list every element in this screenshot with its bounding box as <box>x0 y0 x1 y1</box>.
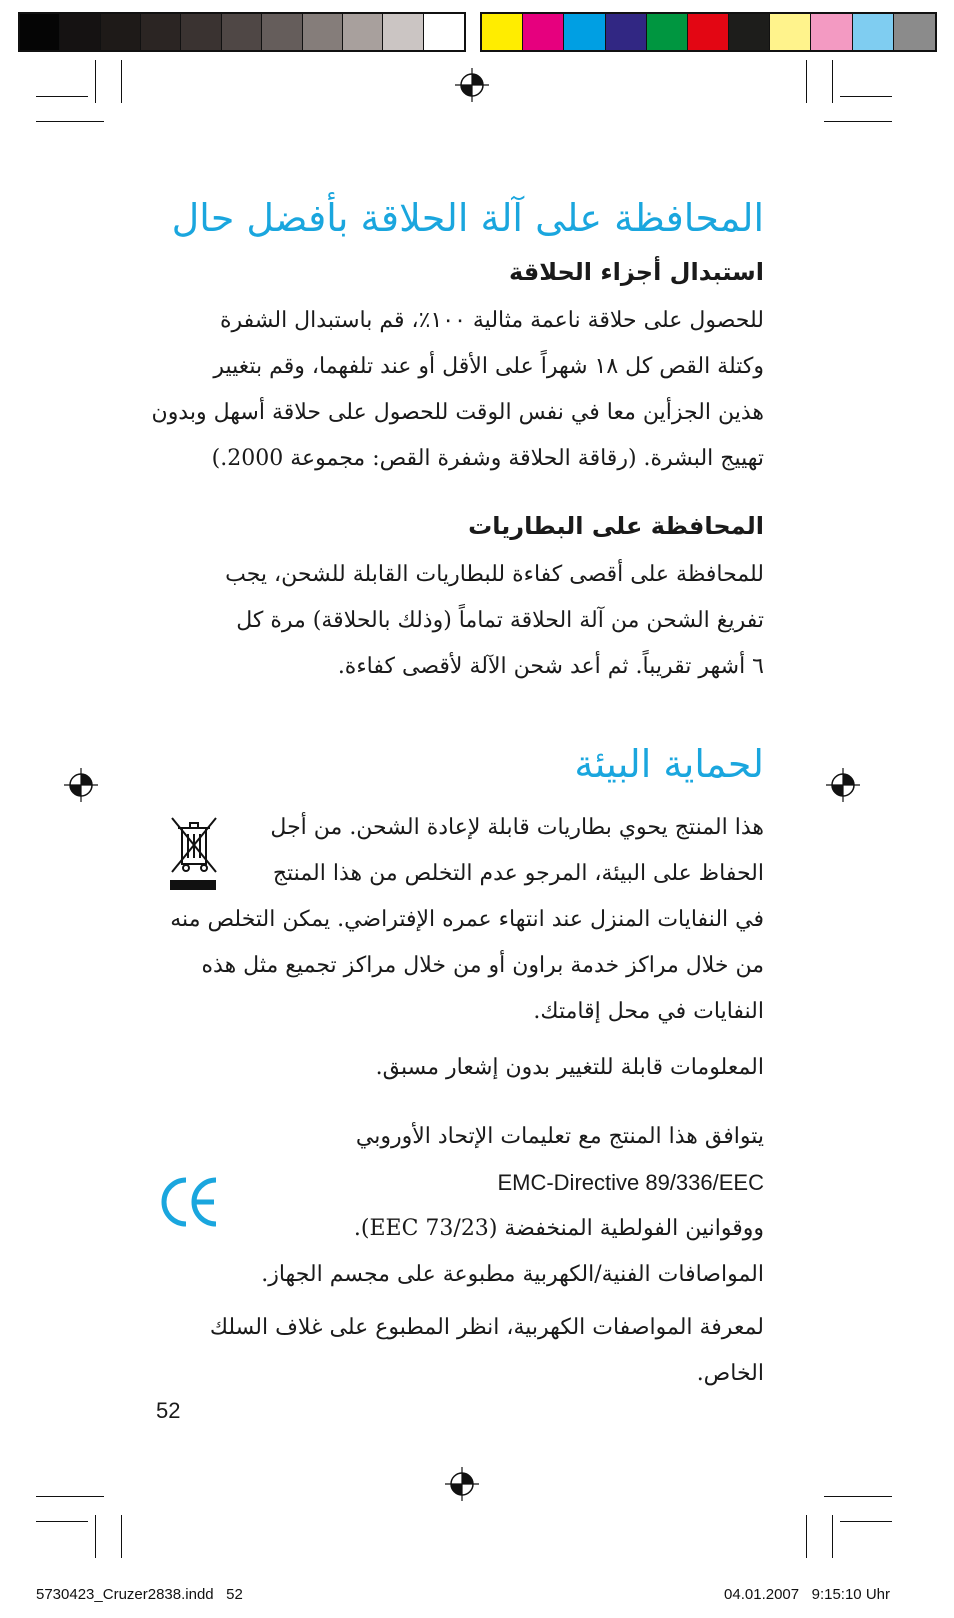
crop-mark <box>95 1515 96 1558</box>
footer-file-info: 5730423_Cruzer2838.indd 52 <box>36 1586 243 1603</box>
gray-swatch-3 <box>141 14 181 50</box>
compliance-line: المواصافات الفنية/الكهربية مطبوعة على مجسم الجهاز. <box>261 1262 764 1287</box>
compliance-directive: EMC-Directive 89/336/EEC <box>497 1170 764 1195</box>
subheading-battery-care: المحافظة على البطاريات <box>468 512 764 540</box>
gray-swatch-9 <box>383 14 423 50</box>
color-swatch-3 <box>606 14 647 50</box>
compliance-line: يتوافق هذا المنتج مع تعليمات الإتحاد الأوروبي <box>355 1124 764 1149</box>
crop-mark <box>121 60 122 103</box>
crop-mark <box>824 121 892 122</box>
text-line: تفريغ الشحن من آلة الحلاقة تماماً (وذلك بالحلاقة) مرة كل <box>236 608 764 633</box>
registration-mark-icon <box>445 1467 479 1501</box>
crop-mark <box>36 96 88 97</box>
notice-subject-to-change: المعلومات قابلة للتغيير بدون إشعار مسبق. <box>375 1055 764 1080</box>
gray-swatch-2 <box>101 14 141 50</box>
crop-mark <box>840 96 892 97</box>
color-swatch-6 <box>729 14 770 50</box>
crop-mark <box>36 121 104 122</box>
color-swatch-0 <box>482 14 523 50</box>
color-swatch-1 <box>523 14 564 50</box>
crop-mark <box>36 1521 88 1522</box>
grayscale-control-bar <box>18 12 466 52</box>
paragraph-environment <box>164 805 764 1035</box>
section-title-environment: لحماية البيئة <box>574 742 764 786</box>
crop-mark <box>840 1521 892 1522</box>
text-line: هذين الجزأين معا في نفس الوقت للحصول على حلاقة أسهل وبدون <box>151 400 764 425</box>
gray-swatch-10 <box>424 14 464 50</box>
color-swatch-7 <box>770 14 811 50</box>
text-line: ٦ أشهر تقريباً. ثم أعد شحن الآلة لأقصى كفاءة. <box>337 654 764 679</box>
crop-mark <box>806 1515 807 1558</box>
text-line: في النفايات المنزل عند انتهاء عمره الإفتراضي. يمكن التخلص منه <box>170 907 764 932</box>
paragraph-battery-care <box>144 552 764 690</box>
footer-timestamp: 04.01.2007 9:15:10 Uhr <box>724 1586 890 1603</box>
gray-swatch-7 <box>303 14 343 50</box>
text-line: هذا المنتج يحوي بطاريات قابلة لإعادة الشحن. من أجل <box>270 815 764 840</box>
color-swatch-9 <box>853 14 894 50</box>
crop-mark <box>95 60 96 103</box>
text-line: تهييج البشرة. (رقاقة الحلاقة وشفرة القص: مجموعة 2000.) <box>211 446 764 471</box>
text-line: للحصول على حلاقة ناعمة مثالية ١٠٠٪، قم باستبدال الشفرة <box>219 308 764 333</box>
registration-mark-icon <box>826 768 860 802</box>
text-line: النفايات في محل إقامتك. <box>533 999 764 1024</box>
page-number: 52 <box>156 1398 181 1423</box>
electrical-specs-note: لمعرفة المواصفات الكهربية، انظر المطبوع على غلاف السلك الخاص. <box>209 1315 764 1386</box>
crop-mark <box>36 1496 104 1497</box>
gray-swatch-1 <box>60 14 100 50</box>
text-line: للمحافظة على أقصى كفاءة للبطاريات القابلة للشحن، يجب <box>225 562 764 587</box>
crop-mark <box>824 1496 892 1497</box>
crop-mark <box>806 60 807 103</box>
registration-mark-icon <box>455 68 489 102</box>
text-line: وكتلة القص كل ١٨ شهراً على الأقل أو عند تلفهما، وقم بتغيير <box>213 354 764 379</box>
subheading-replacing-parts: استبدال أجزاء الحلاقة <box>508 258 764 286</box>
paragraph-replacing-parts <box>144 298 764 482</box>
color-swatch-10 <box>894 14 935 50</box>
gray-swatch-4 <box>181 14 221 50</box>
gray-swatch-6 <box>262 14 302 50</box>
crop-mark <box>832 1515 833 1558</box>
gray-swatch-5 <box>222 14 262 50</box>
compliance-line: ووقوانين الفولطية المنخفضة (73/23 EEC). <box>353 1216 764 1241</box>
section-title-shaver-care: المحافظة على آلة الحلاقة بأفضل حال <box>171 196 764 240</box>
text-line: من خلال مراكز خدمة براون أو من خلال مراكز تجميع مثل هذه <box>201 953 764 978</box>
text-line: الحفاظ على البيئة، المرجو عدم التخلص من هذا المنتج <box>272 861 764 886</box>
color-swatch-4 <box>647 14 688 50</box>
gray-swatch-0 <box>20 14 60 50</box>
color-swatch-8 <box>811 14 852 50</box>
gray-swatch-8 <box>343 14 383 50</box>
crop-mark <box>121 1515 122 1558</box>
crop-mark <box>832 60 833 103</box>
color-swatch-2 <box>564 14 605 50</box>
color-swatch-5 <box>688 14 729 50</box>
color-control-bar <box>480 12 937 52</box>
registration-mark-icon <box>64 768 98 802</box>
compliance-block <box>164 1114 764 1298</box>
